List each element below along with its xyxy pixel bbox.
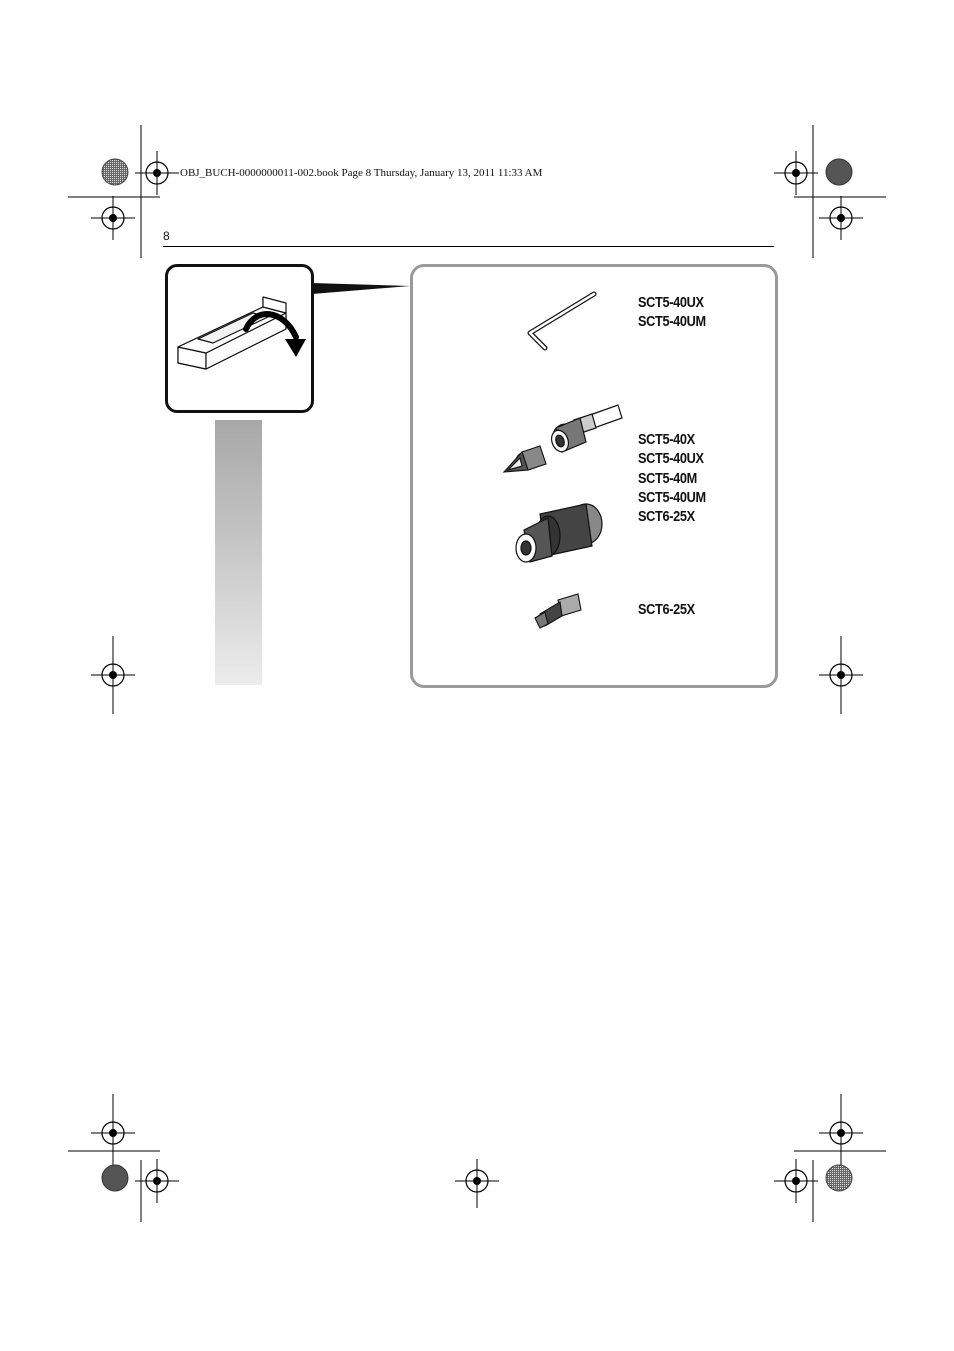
hex-key-icon <box>530 294 594 348</box>
model-list-holder-chuck <box>638 431 706 527</box>
model-label: SCT5-40UM <box>638 314 706 331</box>
model-label: SCT5-40X <box>638 432 695 448</box>
screwdriver-bit-small-icon <box>535 594 581 628</box>
model-list-bit <box>638 601 695 620</box>
model-list-hex-key <box>638 294 706 333</box>
model-label: SCT6-25X <box>638 602 695 618</box>
screwdriver-bit-icon <box>504 446 546 472</box>
model-label: SCT5-40UX <box>638 451 704 468</box>
print-slug: OBJ_BUCH-0000000011-002.book Page 8 Thursday, January 13, 2011 11:33 AM <box>180 167 543 179</box>
bit-holder-icon <box>549 405 622 454</box>
model-label: SCT5-40UM <box>638 489 706 506</box>
page-number: 8 <box>163 229 170 243</box>
model-label: SCT5-40UX <box>638 295 704 311</box>
model-label: SCT6-25X <box>638 509 695 526</box>
model-label: SCT5-40M <box>638 470 697 487</box>
drill-chuck-icon <box>516 504 602 562</box>
